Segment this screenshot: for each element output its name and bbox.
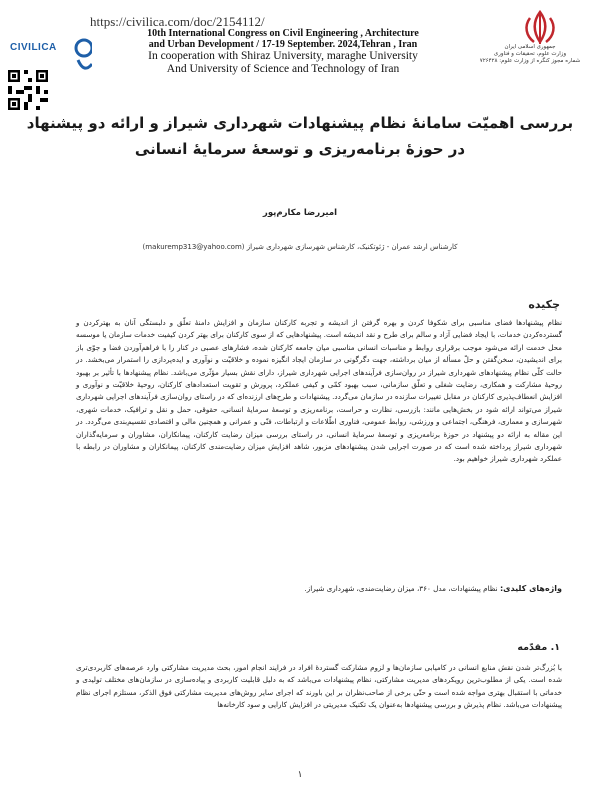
conference-line-3: In cooperation with Shiraz University, maraghe University (148, 50, 418, 62)
iran-emblem-icon (520, 10, 560, 46)
source-url[interactable]: https://civilica.com/doc/2154112/ (90, 14, 265, 29)
conference-line-2: and Urban Development / 17-19 September. 2024,Tehran , Iran (148, 39, 418, 50)
conference-line-4: And University of Science and Technology of Iran (166, 63, 400, 75)
title-line-1: بررسی اهمیّت سامانهٔ نظام پیشنهادات شهرداری شیراز و ارائه دو پیشنهاد (26, 114, 574, 132)
civilica-label: CIVILICA (10, 42, 57, 53)
paper-title (20, 110, 580, 162)
title-line-2: در حوزهٔ برنامه‌ریزی و توسعهٔ سرمایهٔ انسانی (134, 140, 466, 158)
qr-code-icon (8, 70, 48, 110)
author-affiliation: کارشناس ارشد عمران - ژئوتکنیک، کارشناس شهرسازی شهرداری شیراز (makuremp313@yahoo.com) (142, 243, 458, 251)
keywords (76, 584, 562, 593)
ministry-line-2: وزارت علوم، تحقیقات و فناوری (493, 51, 567, 57)
author-name: امیررضا مکارم‌پور (262, 208, 338, 218)
conference-line-1: 10th International Congress on Civil Engineering , Architecture (147, 28, 419, 39)
ministry-line-1: جمهوری اسلامی ایران (504, 44, 556, 50)
conference-header (128, 28, 438, 76)
intro-text: با بُزرگ‌تر شدن نقش منابع انسانی در کامیابی سازمان‌ها و لزوم مشارکت گستردهٔ افراد در فرایند انجام امور، بحث مدیریت مشارکتی وارد عرصه‌های کاربردی‌تری شده است. یکی از مطلوب‌ترین رویکردهای مدیریت مشارکتی، نظام پیشنهادات می‌باشد که به دلیل قابلیت کاربردی و پیاده‌سازی در سازمان‌های مختلف تولیدی و خدماتی با استقبال بهتری مواجه شده است و حتّی برخی از صاحب‌نظران بر این باورند که اجرای سایر روش‌های مدیریت مشارکتی فوق الذکر، مستلزم اجرای نظام پیشنهادات می‌باشد. نظام پذیرش و بررسی پیشنهادها به‌عنوان یک تکنیک مدیریتی در افزایش کارایی و سود کارخانه‌ها (76, 663, 562, 710)
keywords-label: واژه‌های کلیدی: (499, 584, 562, 593)
ministry-caption (460, 44, 600, 65)
abstract-heading: چکیده (528, 298, 560, 311)
intro-heading: ۱. مقدّمه (517, 642, 560, 653)
keywords-text: نظام پیشنهادات، مدل ۳۶۰، میزان رضایت‌مندی، شهرداری شیراز. (304, 584, 498, 593)
ministry-line-3: شماره مجوز کنگره از وزارت علوم: ۷۲۶۴۲۸ (479, 58, 581, 64)
abstract-text: نظام پیشنهادها فضای مناسبی برای شکوفا کردن و بهره گرفتن از اندیشه و تجربه کارکنان سازمان و افزایش دامنهٔ تعلّق و دلبستگی آنان به بهترکردن و گسترده‌کردن خدمات، با ایجاد فضایی آزاد و سالم برای طرح و نقد اندیشه است. پیشنهادهایی که از سوی کارکنان برای بهتر کردن کیفیت خدمات سازمان یا موسسه محل خدمت ارائه می‌شود موجب برقراری روابط و مناسبات انسانی مناسبی میان جامعه کارکنان شده، فشارهای عصبی در کنار را با فراهم‌آوردن فضا و جوّی باز برای اندیشیدن، سخن‌گفتن و حلّ مسأله از میان برداشته، جهت دگرگونی در سازمان ایجاد انگیزه نموده و خلاقیّت و نوآوری و ایده‌پردازی را استمرار می‌بخشد. در حالت کلّی نظام پیشنهادهای شهرداری شیراز در روان‌سازی فرآیندهای اجرایی شهرداری شیراز، دارای نقش بسیار مؤثّری می‌باشد. نظام پیشنهادها با تأثیر بر بهبود روحیهٔ مشارکت و همکاری، رضایت شغلی و تعلّق سازمانی، سبب بهبود کمّی و کیفی عملکرد، پرورش و تقویت استعدادهای کارکنان، روحیهٔ خلاقیّت و نوآوری و افزایش انعطاف‌پذیری کارکنان در مقابل تغییرات سازنده در سازمان می‌گردد. پیشنهادات و طرح‌های ارزنده‌ای که در راستای روان‌سازی فرآیندهای اجرایی شهرداری شیراز می‌تواند ارائه شود در بخش‌هایی مانند: بازرسی، نظارت و حراست، برنامه‌ریزی و توسعهٔ سرمایهٔ انسانی، حقوقی، حمل و نقل و ترافیک، خدمات شهری، شهرسازی و معماری، فرهنگی، اجتماعی و ورزشی، روابط عمومی، فناوری اطّلاعات و ارتباطات، فنّی و عمرانی و همچنین مالی و اقتصادی تقسیم‌بندی می‌گردد. در این مقاله به ارائه دو پیشنهاد در حوزهٔ برنامه‌ریزی و توسعهٔ سرمایهٔ انسانی، در راستای بررسی میزان رضایت کارکنان، پیمانکاران، مشاوران و سرمایه‌گذاران شهرداری شیراز پرداخته شده است که در صورت اجرایی شدن پیشنهادهای مزبور، شاهد افزایش میزان رضایت‌مندی کارکنان، پیمانکاران و مشاوران در رابطه با عملکرد شهرداری شیراز خواهیم بود. (76, 318, 562, 464)
page-number: ۱ (297, 770, 303, 780)
